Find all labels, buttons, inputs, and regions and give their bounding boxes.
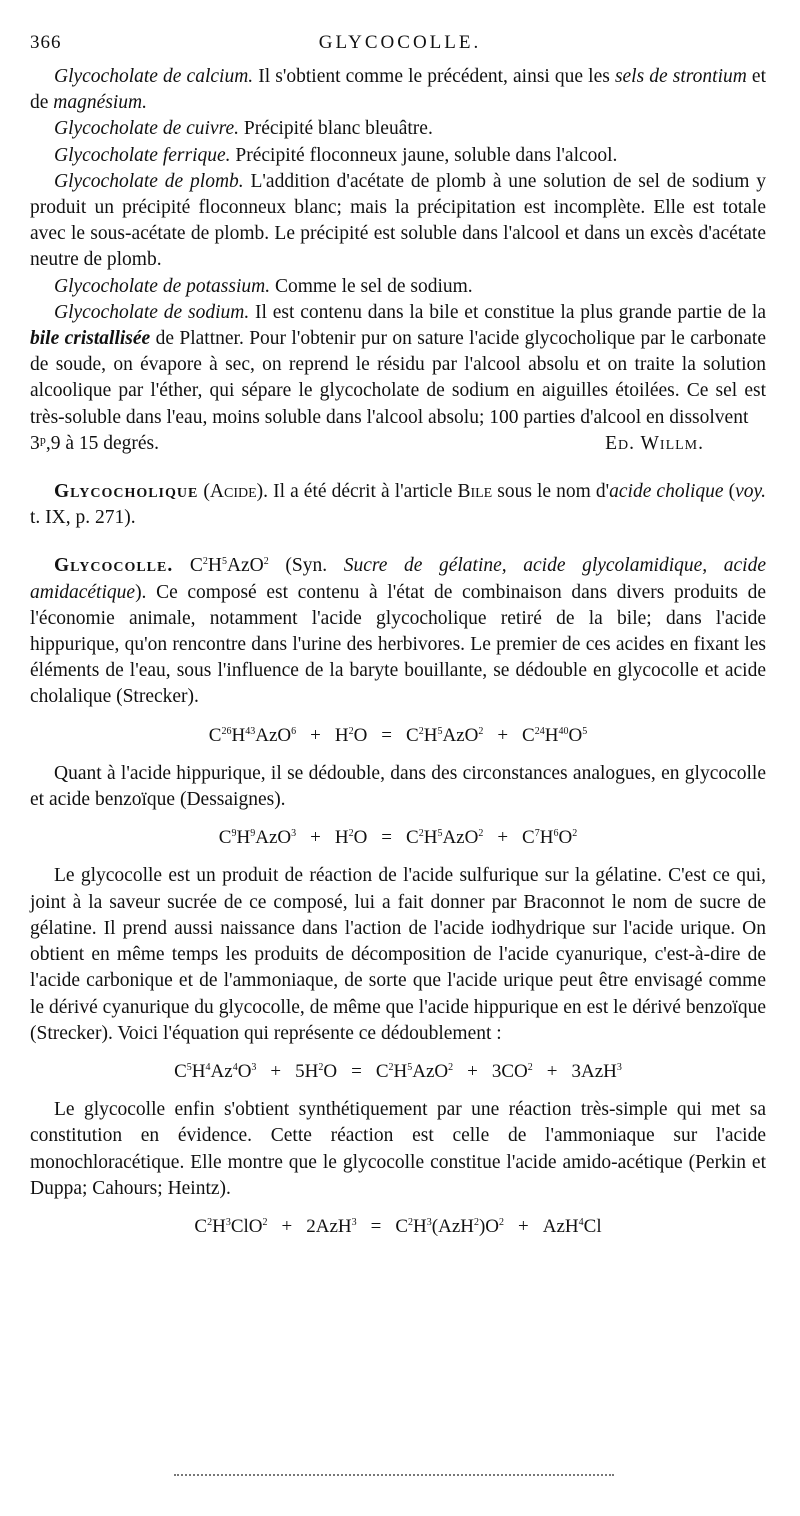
label-acide: Acide [209,481,257,503]
eq-part: O [568,724,583,746]
eq-index: 6 [291,725,297,737]
eq-part: H [413,1215,427,1237]
plus-sign: + [467,1060,478,1082]
footer-dotted-rule [174,1474,614,1480]
entry-calcium [30,64,766,116]
eq-part: C [522,724,535,746]
eq-index: 2 [572,828,578,840]
eq-index: 2 [418,828,424,840]
entry-text: et de [30,66,766,114]
eq-index: 24 [534,725,545,737]
eq-part: C [218,827,232,849]
author-signature: Ed. Willm. [605,432,704,454]
eq-part: Az [210,1060,233,1082]
plus-sign: + [518,1215,529,1237]
eq-part: Cl [583,1215,602,1237]
eq-index: 2 [318,1061,324,1073]
eq-part: H [393,1060,408,1082]
eq-index: 2 [262,1216,268,1228]
equation-4 [30,1214,766,1240]
eq-index: 2 [348,725,354,737]
entry-text: L'addition d'acétate de plomb à une solution de sel de sodium y produit un précipité floconneux blanc; mais la précipitation est incomplète. Elle est totale avec le sous-acétate de plomb. Le précipité est soluble dans l'alcool et dans un excès d'acétate neutre de plomb. [30,170,766,271]
term: bile cristallisée [30,328,151,350]
paragraph-hippurique: Quant à l'acide hippurique, il se dédouble, dans des circonstances analogues, en glycocolle et acide benzoïque (Dessaignes). [30,762,766,811]
eq-index: 3 [426,1216,432,1228]
entry-cuivre [30,116,766,142]
eq-part: H [334,827,349,849]
eq-part: 5H [295,1060,319,1082]
term: Glycocholate de calcium. [54,66,254,87]
eq-index: 9 [231,828,237,840]
plus-sign: + [546,1060,558,1082]
eq-index: 6 [553,828,559,840]
eq-part: O [237,1060,252,1082]
eq-part: H [191,1060,206,1082]
eq-index: 2 [388,1061,394,1073]
eq-index: 2 [527,1061,533,1073]
entry-text: sous le nom d' [492,481,610,503]
equals-sign: = [370,1215,382,1237]
eq-part: AzO [255,724,292,746]
entry-potassium [30,274,766,300]
eq-index: 2 [473,1216,479,1228]
formula-index: 2 [202,556,208,568]
eq-part: AzO [255,827,292,849]
eq-part: H [539,827,554,849]
plus-sign: + [497,827,509,849]
eq-index: 2 [348,828,354,840]
formula-part: AzO [226,555,264,577]
ref: voy. [735,481,766,503]
formula-index: 2 [263,556,269,568]
eq-index: 26 [221,725,232,737]
entry-text: Comme le sel de sodium. [270,275,473,297]
entry-ferrique [30,143,766,169]
eq-part: 3CO [491,1060,528,1082]
eq-part: C [375,1060,389,1082]
plus-sign: + [310,827,321,849]
entry-text: Précipité floconneux jaune, soluble dans l'alcool. [230,144,618,166]
eq-part: AzO [442,827,479,849]
eq-part: AzH [542,1215,579,1237]
term: Glycocholate de cuivre. [54,118,239,140]
entry-text: t. IX, p. 271). [30,507,136,529]
entry-text: ( [198,481,210,503]
formula-part: H [207,555,222,577]
entry-text: ( [723,481,736,503]
eq-index: 4 [232,1061,238,1073]
eq-part: C [406,827,419,849]
eq-index: 9 [250,828,256,840]
formula-part: C [173,555,203,577]
eq-part: H [231,724,246,746]
eq-index: 5 [407,1061,413,1073]
paragraph-gelatine: Le glycocolle est un produit de réaction de l'acide sulfurique sur la gélatine. C'est ce qui, joint à la saveur sucrée de ce composé, lui a fait donner par Braconnot le nom de sucre de gélatine. Il prend aussi naissance dans l'action de l'acide iodhydrique sur l'acide urique. On obtient en même temps les produits de décomposition de l'acide cyanurique, c'est-à-dire de l'acide carbonique et de l'ammoniaque, de sorte que l'acide urique peut être envisagé comme le dérivé cyanurique du glycocolle, de même que l'acide hippurique en est le dérivé benzoïque (Strecker). Voici l'équation qui représente ce dédoublement : [30,865,766,1044]
signature-line [30,431,766,457]
term: Glycocholate ferrique. [54,144,231,166]
term: Glycocholate de plomb. [54,170,244,192]
entry-glycocholique [30,479,766,531]
eq-index: 4 [205,1061,211,1073]
eq-part: C [406,724,419,746]
eq-index: 2 [418,725,424,737]
eq-index: 3 [291,828,297,840]
entry-sodium [30,300,766,431]
eq-part: 2AzH [306,1215,352,1237]
entry-text: Il est contenu dans la bile et constitue la plus grande partie de la [249,301,766,323]
equals-sign: = [351,1060,362,1082]
eq-part: (AzH [431,1215,474,1237]
eq-part: O [323,1060,338,1082]
eq-index: 5 [437,828,443,840]
eq-index: 3 [616,1061,622,1073]
page-number: 366 [30,32,62,53]
plus-sign: + [270,1060,282,1082]
eq-part: H [212,1215,226,1237]
term: Glycocholate de sodium. [54,301,250,323]
eq-index: 2 [448,1061,454,1073]
paragraph-synthese: Le glycocolle enfin s'obtient synthétiquement par une réaction très-simple qui met sa constitution en évidence. Cette réaction est celle de l'ammoniaque sur l'acide monochloracétique. Elle montre que le glycocolle constitue l'acide amido-acétique (Perkin et Duppa; Cahours; Heintz). [30,1099,766,1199]
entry-last-line: 3ᵖ,9 à 15 degrés. [30,432,159,454]
eq-part: C [194,1215,208,1237]
eq-part: H [423,827,438,849]
eq-part: O [558,827,573,849]
equation-2 [30,825,766,851]
eq-index: 7 [534,828,540,840]
term: magnésium. [53,92,147,114]
entry-text: ). Ce composé est contenu à l'état de combinaison dans divers produits de l'économie animale, notamment l'acide glycocholique retiré de la bile; dans l'acide hippurique, qu'on rencontre dans l'urine des herbivores. Le premier de ces acides en fixant les éléments de l'eau, sous l'influence de la baryte bouillante, se dédouble en glycocolle et acide cholalique (Strecker). [30,581,766,708]
plus-sign: + [497,724,509,746]
eq-index: 2 [478,828,484,840]
plus-sign: + [310,724,321,746]
page-body [30,64,766,1252]
entry-text: Précipité blanc bleuâtre. [238,118,433,140]
eq-index: 43 [245,725,256,737]
eq-part: C [174,1060,187,1082]
term: acide cholique [609,481,724,503]
headword: Glycocholique [54,481,199,503]
term: sels de strontium [614,66,747,87]
eq-index: 2 [207,1216,213,1228]
equation-1 [30,723,766,749]
entry-text: Il s'obtient comme le précédent, ainsi que les [253,66,615,87]
formula-index: 5 [221,556,227,568]
eq-index: 5 [437,725,443,737]
eq-part: )O [478,1215,500,1237]
eq-index: 3 [351,1216,357,1228]
entry-plomb [30,169,766,274]
eq-part: H [544,724,559,746]
eq-part: ClO [230,1215,263,1237]
eq-index: 4 [578,1216,584,1228]
formula [173,555,269,576]
eq-index: 2 [499,1216,505,1228]
running-title: GLYCOCOLLE. [318,32,482,53]
synonyms: Sucre de gélatine, acide glycolamidique, acide amidacétique [30,555,766,603]
eq-part: O [353,827,368,849]
page-header [30,30,770,56]
eq-index: 3 [225,1216,231,1228]
eq-part: C [395,1215,409,1237]
eq-index: 40 [558,725,569,737]
eq-part: H [423,724,438,746]
plus-sign: + [281,1215,293,1237]
eq-part: O [353,724,368,746]
eq-part: C [522,827,535,849]
entry-text: de Plattner. Pour l'obtenir pur on sature l'acide glycocholique par le carbonate de soude, on évapore à sec, on reprend le résidu par l'alcool absolu et on traite la solution alcoolique par l'éther, qui sépare le glycocholate de sodium en aiguilles étoilées. Ce sel est très-soluble dans l'eau, moins soluble dans l'alcool absolu; 100 parties d'alcool en dissolvent [30,328,767,428]
term: Glycocholate de potassium. [54,275,271,297]
entry-text: (Syn. [268,555,344,577]
entry-text: ). Il a été décrit à l'article [256,481,458,503]
equals-sign: = [381,724,393,746]
eq-part: AzO [412,1060,449,1082]
eq-index: 2 [478,725,484,737]
eq-part: AzO [442,724,479,746]
eq-index: 5 [582,725,588,737]
equals-sign: = [381,827,393,849]
eq-part: H [334,724,349,746]
eq-index: 5 [186,1061,192,1073]
eq-part: C [208,724,222,746]
equation-3 [30,1059,766,1085]
headword: Glycocolle. [54,555,174,577]
entry-glycocolle [30,553,766,710]
cross-reference-bile: Bile [457,481,493,503]
eq-index: 2 [408,1216,414,1228]
eq-index: 3 [251,1061,257,1073]
eq-part: 3AzH [571,1060,617,1082]
eq-part: H [236,827,251,849]
